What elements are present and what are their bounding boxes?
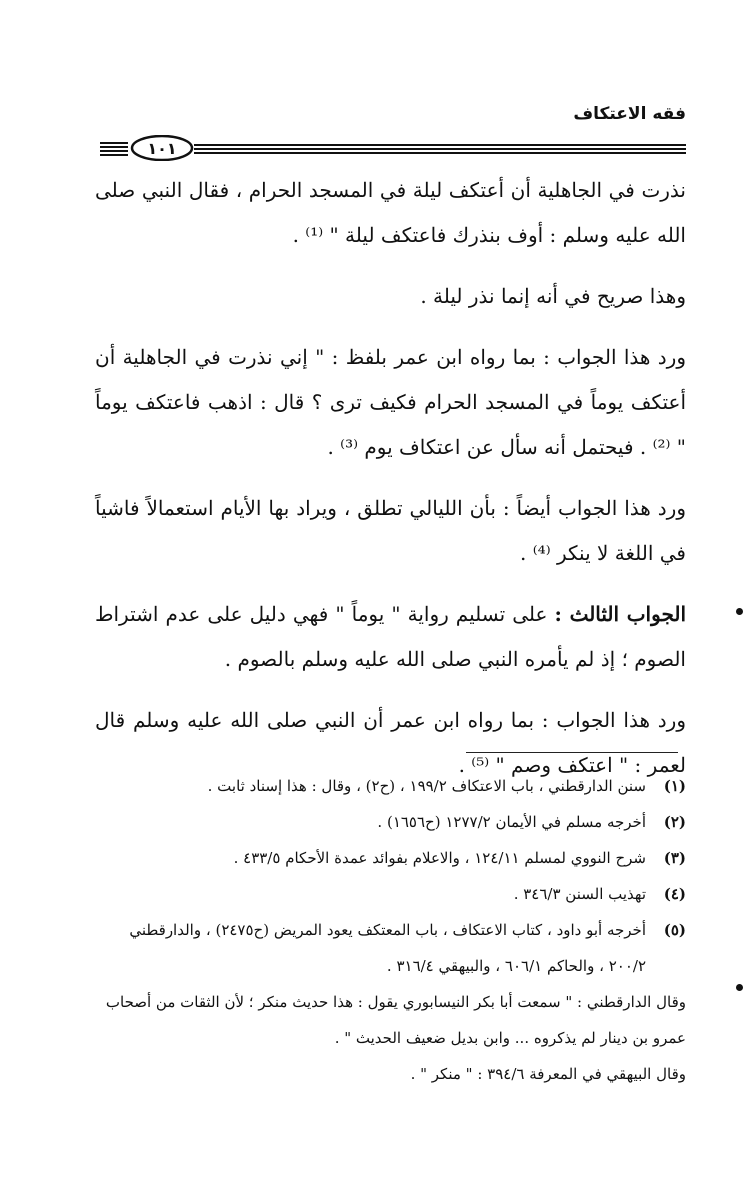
running-header-title: فقه الاعتكاف: [573, 104, 686, 124]
paragraph-3: ورد هذا الجواب : بما رواه ابن عمر بلفظ : " إني نذرت في الجاهلية أن أعتكف يوماً في المسجد الحرام فكيف ترى ؟ قال : اذهب فاعتكف يوماً " ⁽²⁾ . فيحتمل أنه سأل عن اعتكاف يوم ⁽³⁾ .: [95, 345, 686, 459]
footnote-item: [95, 768, 686, 804]
section-heading-third-answer: الجواب الثالث :: [554, 602, 687, 626]
footnote-text: تهذيب السنن ٣٤٦/٣ .: [513, 885, 646, 903]
footnote-separator: [466, 752, 678, 753]
paragraph-6: ورد هذا الجواب : بما رواه ابن عمر أن النبي صلى الله عليه وسلم قال لعمر : " اعتكف وصم " ⁽⁵⁾ .: [95, 708, 686, 777]
footnote-text: أخرجه أبو داود ، كتاب الاعتكاف ، باب المعتكف يعود المريض (ح٢٤٧٥) ، والدارقطني ٢٠٠/٢ ، والحاكم ٦٠٦/١ ، والبيهقي ٣١٦/٤ .: [129, 921, 646, 975]
paragraph-5-text: على تسليم رواية " يوماً " فهي دليل على عدم اشتراط الصوم ؛ إذ لم يأمره النبي صلى الله عليه وسلم بالصوم .: [95, 602, 686, 671]
footnote-number: (١): [663, 777, 686, 795]
footnote-number: (٣): [663, 849, 686, 867]
footnote-number: (٤): [663, 885, 686, 903]
footnote-item: [95, 804, 686, 840]
footnote-continuation-1: وقال الدارقطني : " سمعت أبا بكر النيسابوري يقول : هذا حديث منكر ؛ لأن الثقات من أصحاب عمرو بن دينار لم يذكروه ... وابن بديل ضعيف الحديث " .: [105, 993, 686, 1047]
footnote-number: (٢): [663, 813, 686, 831]
main-text: [95, 168, 686, 804]
margin-dot-icon: [736, 984, 743, 991]
page-number: ١٠١: [147, 139, 177, 158]
paragraph-1: نذرت في الجاهلية أن أعتكف ليلة في المسجد الحرام ، فقال النبي صلى الله عليه وسلم : أوف بنذرك فاعتكف ليلة " ⁽¹⁾ .: [95, 178, 686, 247]
paragraph-4: ورد هذا الجواب أيضاً : بأن الليالي تطلق ، ويراد بها الأيام استعمالاً فاشياً في اللغة لا ينكر ⁽⁴⁾ .: [95, 496, 686, 565]
paragraph-5: [95, 592, 686, 682]
footnote-item: [95, 876, 686, 912]
footnotes: [95, 768, 686, 1092]
footnote-item: [95, 840, 686, 876]
footnote-item: [95, 912, 686, 984]
footnote-continuation-2: وقال البيهقي في المعرفة ٣٩٤/٦ : " منكر " .: [410, 1065, 686, 1083]
footnote-text: شرح النووي لمسلم ١٢٤/١١ ، والاعلام بفوائد عمدة الأحكام ٤٣٣/٥ .: [233, 849, 646, 867]
margin-dot-icon: [736, 608, 743, 615]
footnote-text: سنن الدارقطني ، باب الاعتكاف ١٩٩/٢ ، (ح٢) ، وقال : هذا إسناد ثابت .: [207, 777, 646, 795]
footnote-text: أخرجه مسلم في الأيمان ١٢٧٧/٢ (ح١٦٥٦) .: [377, 813, 646, 831]
footnote-number: (٥): [663, 921, 686, 939]
paragraph-2: وهذا صريح في أنه إنما نذر ليلة .: [420, 284, 686, 308]
